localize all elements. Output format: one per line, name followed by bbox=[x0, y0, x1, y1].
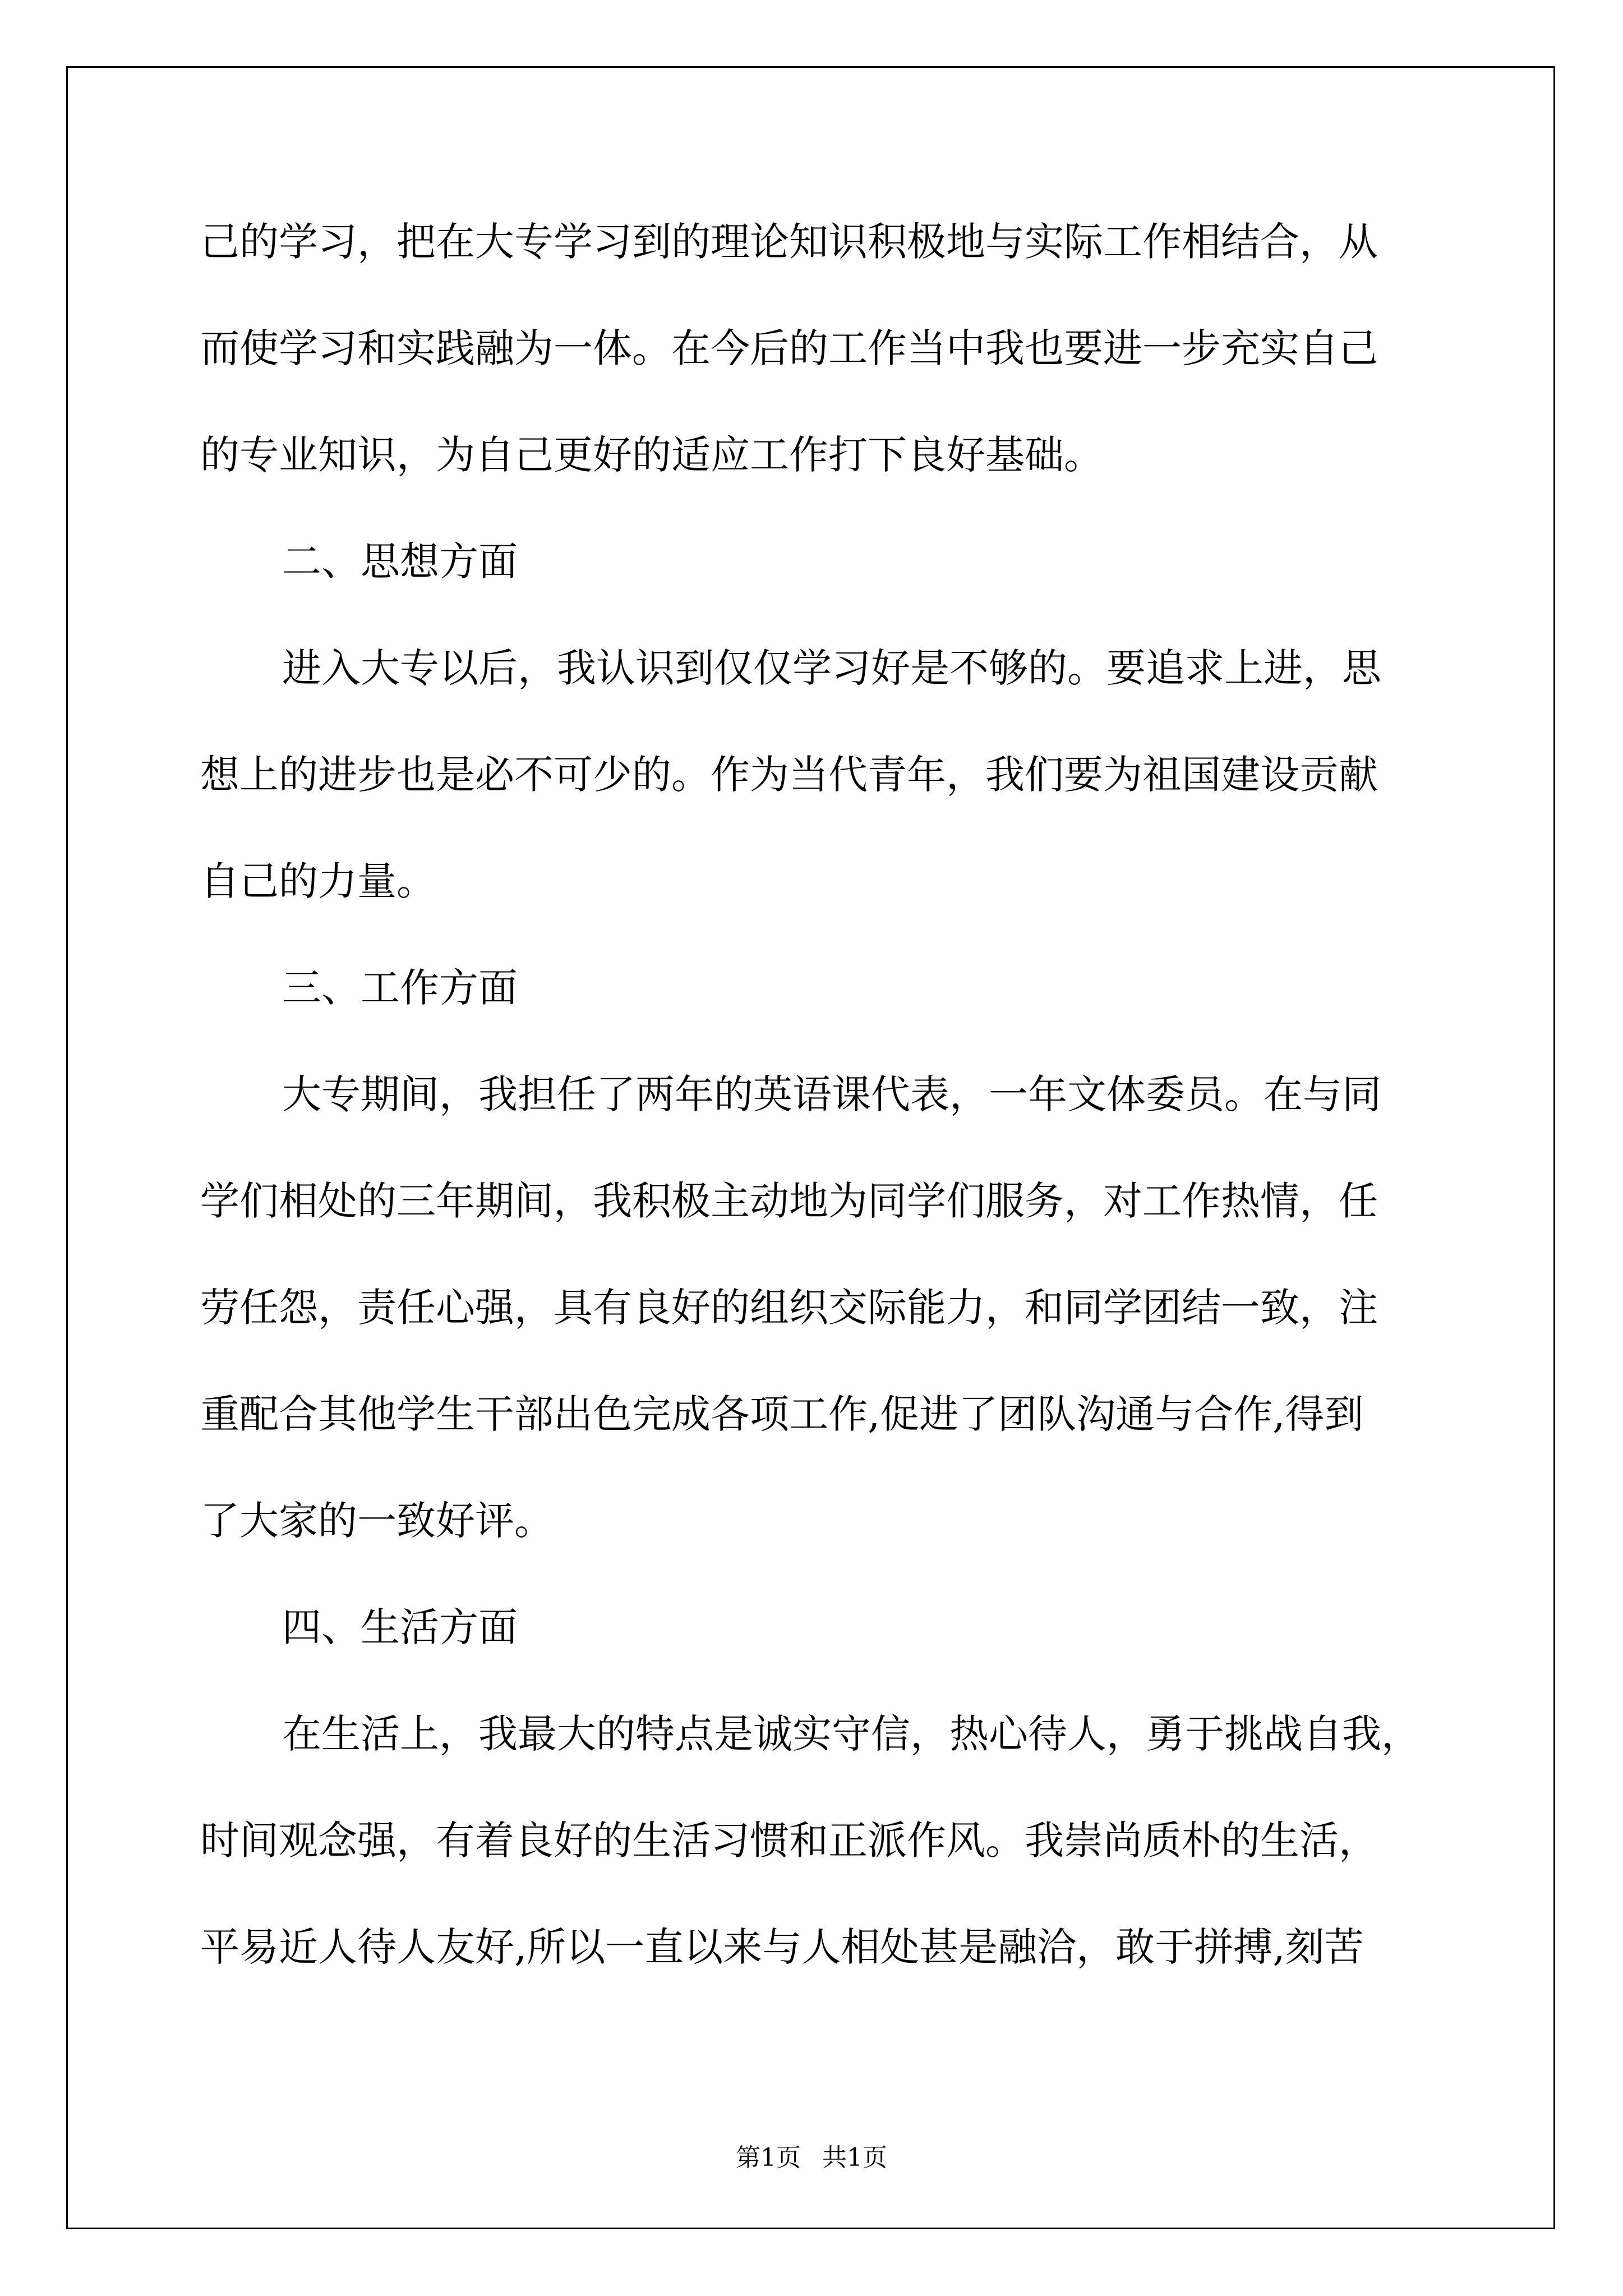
paragraph-line: 学们相处的三年期间，我积极主动地为同学们服务，对工作热情，任 bbox=[200, 1178, 1378, 1224]
page-footer bbox=[0, 2137, 1623, 2173]
paragraph-line: 想上的进步也是必不可少的。作为当代青年，我们要为祖国建设贡献 bbox=[200, 752, 1378, 798]
page-border bbox=[66, 66, 1555, 2229]
paragraph-line: 时间观念强，有着良好的生活习惯和正派作风。我崇尚质朴的生活， bbox=[200, 1818, 1378, 1864]
section-heading: 三、工作方面 bbox=[282, 965, 518, 1011]
paragraph-line: 己的学习，把在大专学习到的理论知识积极地与实际工作相结合，从 bbox=[200, 219, 1378, 265]
paragraph-line: 平易近人待人友好,所以一直以来与人相处甚是融洽，敢于拼搏,刻苦 bbox=[200, 1924, 1364, 1970]
paragraph-line: 劳任怨，责任心强，具有良好的组织交际能力，和同学团结一致，注 bbox=[200, 1285, 1378, 1331]
page-total: 共1页 bbox=[822, 2143, 887, 2172]
section-heading: 四、生活方面 bbox=[282, 1604, 518, 1650]
paragraph-line: 的专业知识，为自己更好的适应工作打下良好基础。 bbox=[200, 432, 1103, 478]
paragraph-line: 而使学习和实践融为一体。在今后的工作当中我也要进一步充实自己 bbox=[200, 325, 1378, 371]
paragraph-line: 自己的力量。 bbox=[200, 858, 436, 904]
paragraph-line: 在生活上，我最大的特点是诚实守信，热心待人，勇于挑战自我， bbox=[282, 1711, 1421, 1757]
page-number: 第1页 bbox=[736, 2143, 801, 2172]
paragraph-line: 进入大专以后，我认识到仅仅学习好是不够的。要追求上进，思 bbox=[282, 645, 1381, 691]
section-heading: 二、思想方面 bbox=[282, 539, 518, 585]
paragraph-line: 了大家的一致好评。 bbox=[200, 1498, 554, 1544]
paragraph-line: 重配合其他学生干部出色完成各项工作,促进了团队沟通与合作,得到 bbox=[200, 1391, 1364, 1437]
paragraph-line: 大专期间，我担任了两年的英语课代表，一年文体委员。在与同 bbox=[282, 1071, 1381, 1117]
